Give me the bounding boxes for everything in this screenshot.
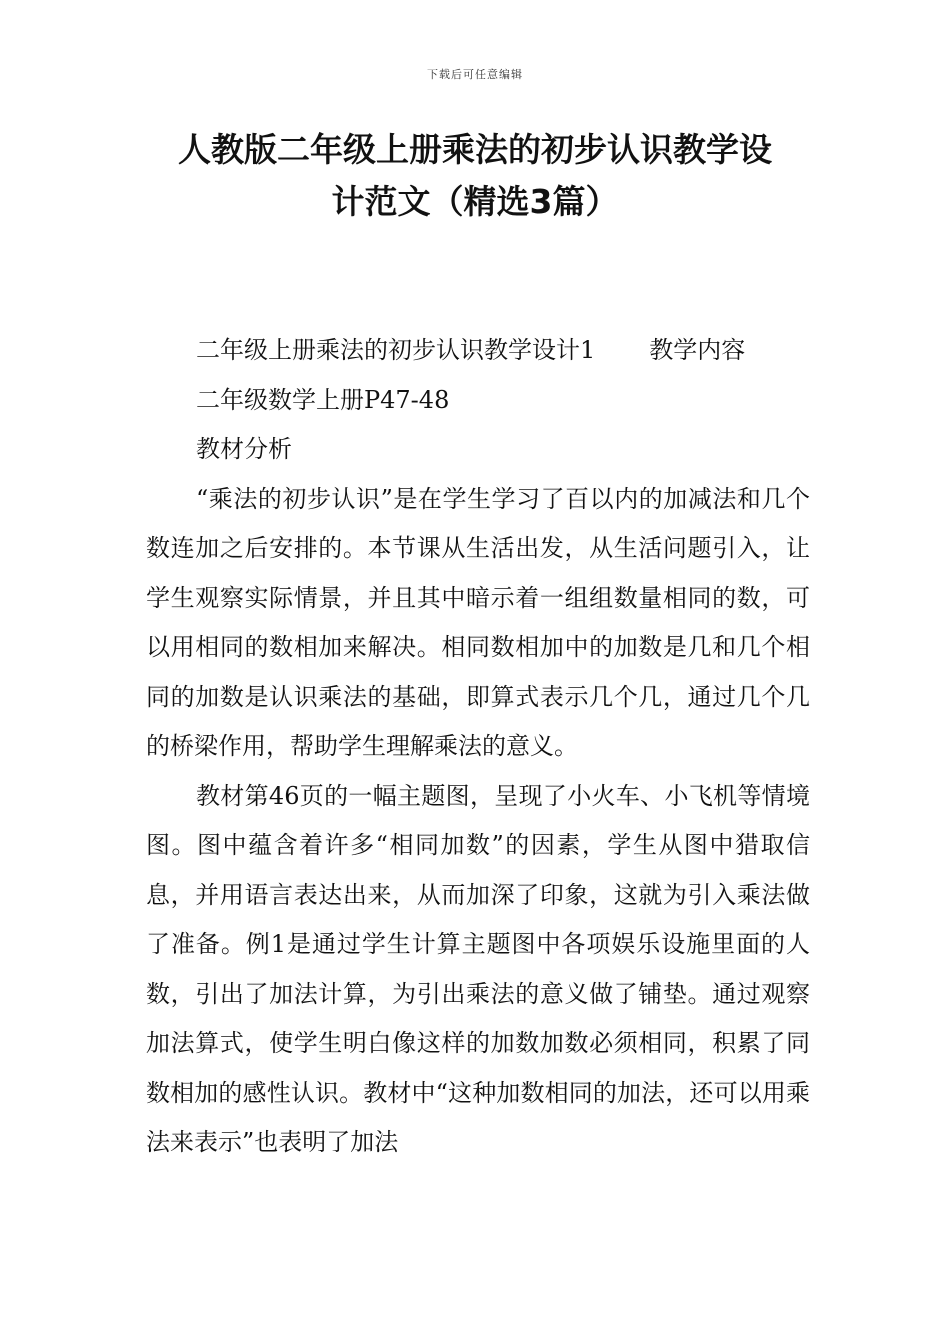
document-title [120,124,830,228]
header-note: 下载后可任意编辑 [427,68,523,81]
analysis-heading: 教材分析 [196,435,292,463]
paragraph-2: 教材第46页的一幅主题图，呈现了小火车、小飞机等情境图。图中蕴含着许多“相同加数”的因素，学生从图中猎取信息，并用语言表达出来，从而加深了印象，这就为引入乘法做了准备。例1是通过学生计算主题图中各项娱乐设施里面的人数，引出了加法计算，为引出乘法的意义做了铺垫。通过观察加法算式，使学生明白像这样的加数加数必须相同，积累了同数相加的感性认识。教材中“这种加数相同的加法，还可以用乘法来表示”也表明了加法 [146,781,810,1156]
content-value: 二年级数学上册P47-48 [196,385,450,414]
title-line-1: 人教版二年级上册乘法的初步认识教学设 [178,130,772,169]
section-heading: 二年级上册乘法的初步认识教学设计1 [196,336,596,364]
title-line-2: 计范文（精选3篇） [331,182,619,221]
document-body [146,326,810,1168]
content-label: 教学内容 [649,336,746,364]
paragraph-1: “乘法的初步认识”是在学生学习了百以内的加减法和几个数连加之后安排的。本节课从生活出发，从生活问题引入，让学生观察实际情景，并且其中暗示着一组组数量相同的数，可以用相同的数相加来解决。相同数相加中的加数是几和几个相同的加数是认识乘法的基础，即算式表示几个几，通过几个几的桥梁作用，帮助学生理解乘法的意义。 [146,484,810,760]
section-heading-line [146,326,810,376]
